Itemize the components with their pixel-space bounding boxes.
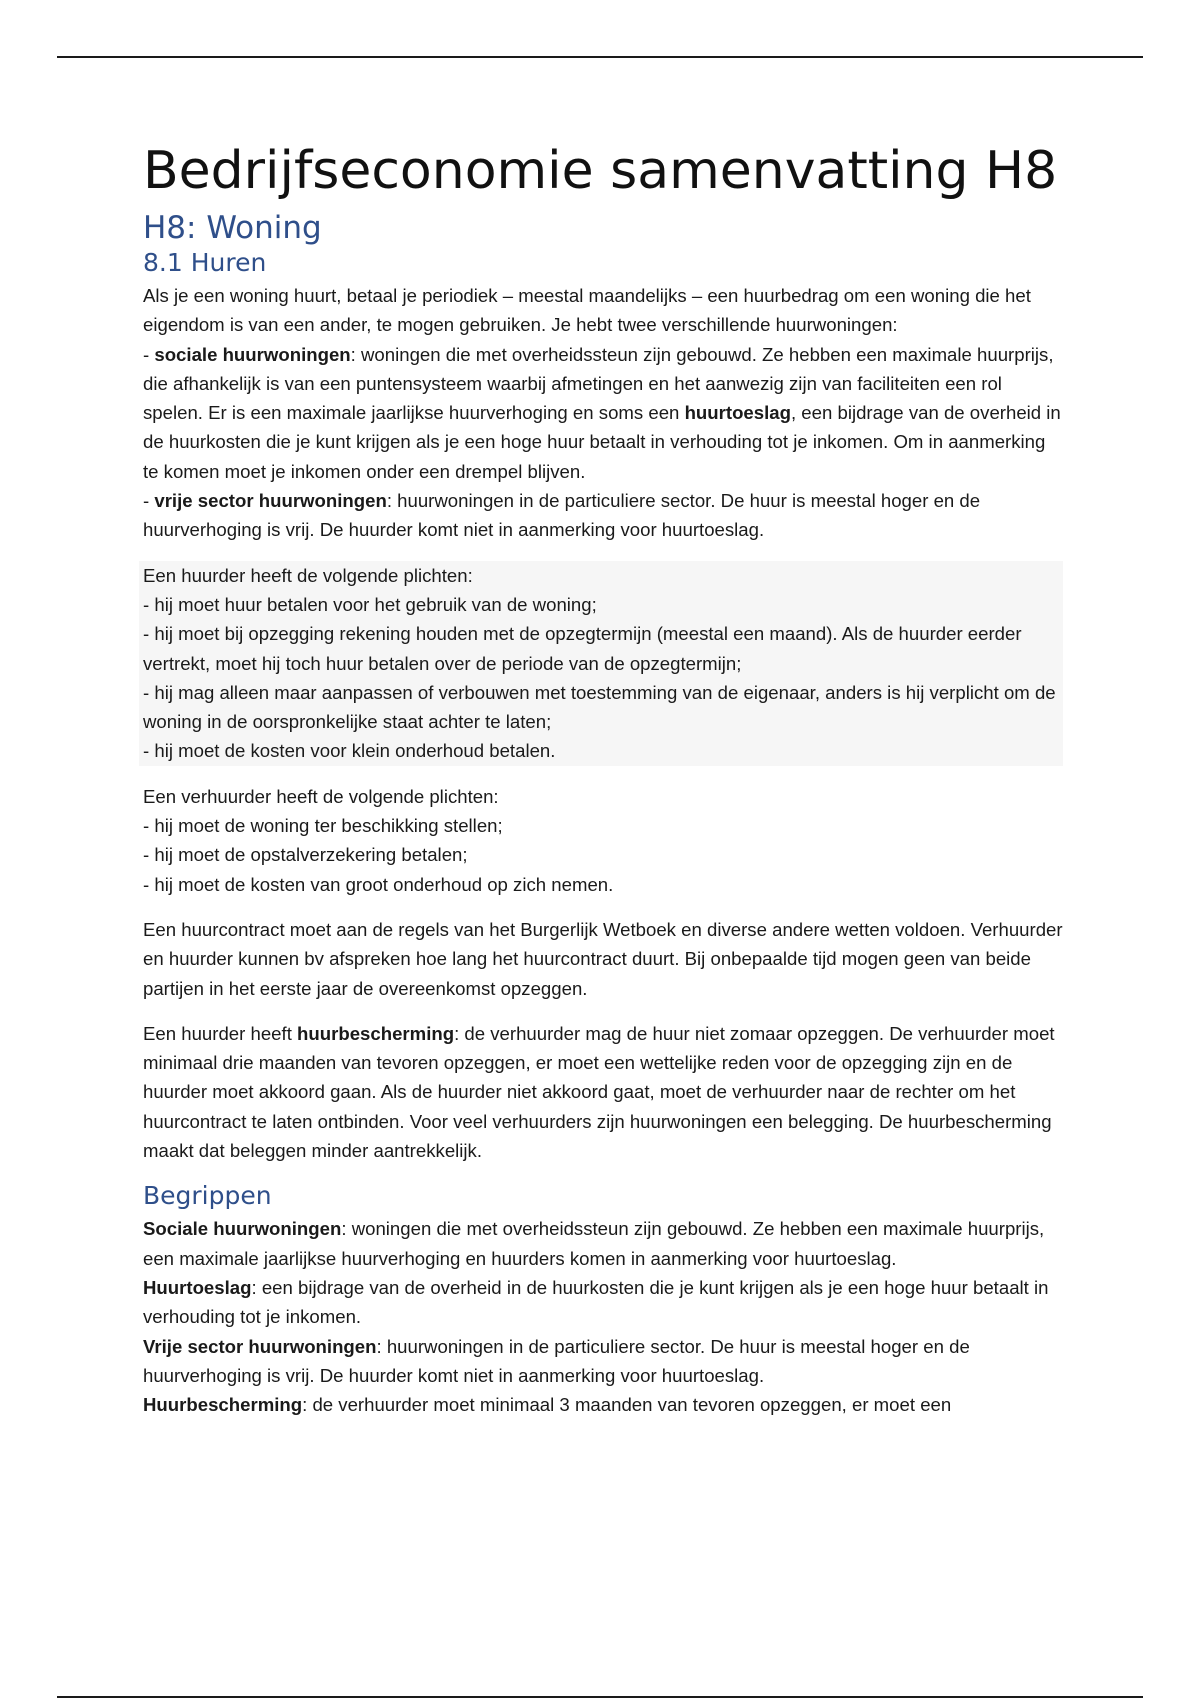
list-item: - hij moet de woning ter beschikking stellen; <box>143 815 503 837</box>
chapter-heading: H8: Woning <box>143 210 322 246</box>
begrip-term: Sociale huurwoningen <box>143 1218 342 1240</box>
huurder-plichten-intro: Een huurder heeft de volgende plichten: <box>143 564 473 586</box>
huurbescherming-paragraph <box>143 1019 1063 1165</box>
term-sociale-huurwoningen: sociale huurwoningen <box>154 343 351 365</box>
verhuurder-plichten-intro: Een verhuurder heeft de volgende plichten: <box>143 785 499 807</box>
sociale-huurwoningen-item <box>143 340 1063 486</box>
sociale-text-a: : woningen die met overheidssteun zijn gebouwd. Ze hebben een maximale huurprijs, die afhankelijk is van een puntensysteem waarbij afmetingen en het aanwezig zijn van faciliteiten een rol spelen. Er is een maximale jaarlijkse huurverhoging en soms een <box>143 343 1054 424</box>
begrip-item <box>143 1273 1063 1332</box>
top-rule <box>57 56 1143 58</box>
vrije-sector-item <box>143 486 1063 545</box>
list-item: - hij moet huur betalen voor het gebruik van de woning; <box>143 593 597 615</box>
sociale-text-b: , een bijdrage van de overheid in de huurkosten die je kunt krijgen als je een hoge huur betaalt in verhouding tot je inkomen. Om in aanmerking te komen moet je inkomen onder een drempel blijven. <box>143 402 1061 482</box>
document-title: Bedrijfseconomie samenvatting H8 <box>143 141 1058 201</box>
begrippen-heading: Begrippen <box>143 1181 272 1211</box>
begrip-term: Huurbescherming <box>143 1394 303 1416</box>
list-item: - hij moet bij opzegging rekening houden met de opzegtermijn (meestal een maand). Als de huurder eerder vertrekt, moet hij toch huur betalen over de periode van de opzegtermijn; <box>143 623 1022 674</box>
document-page <box>143 140 1063 1419</box>
list-item: - hij mag alleen maar aanpassen of verbouwen met toestemming van de eigenaar, anders is hij verplicht om de woning in de oorspronkelijke staat achter te laten; <box>143 681 1056 733</box>
vrije-sector-text: : huurwoningen in de particuliere sector. De huur is meestal hoger en de huurverhoging is vrij. De huurder komt niet in aanmerking voor huurtoeslag. <box>143 490 981 541</box>
section-heading: 8.1 Huren <box>143 248 267 277</box>
document-body <box>143 281 1063 1165</box>
term-huurtoeslag: huurtoeslag <box>684 402 791 424</box>
begrip-text: : woningen die met overheidssteun zijn gebouwd. Ze hebben een maximale huurprijs, een maximale jaarlijkse huurverhoging en huurders komen in aanmerking voor huurtoeslag. <box>143 1218 1045 1269</box>
list-dash: - <box>143 490 155 512</box>
begrip-text: : huurwoningen in de particuliere sector. De huur is meestal hoger en de huurverhoging is vrij. De huurder komt niet in aanmerking voor huurtoeslag. <box>143 1335 970 1386</box>
begrip-item <box>143 1390 1063 1419</box>
intro-line: Als je een woning huurt, betaal je periodiek – meestal maandelijks – een huurbedrag om een woning die het eigendom is van een ander, te mogen gebruiken. Je hebt twee verschillende huurwoningen: <box>143 285 1031 336</box>
begrippen-list <box>143 1214 1063 1419</box>
term-huurbescherming: huurbescherming <box>297 1022 455 1044</box>
list-item: - hij moet de opstalverzekering betalen; <box>143 844 468 866</box>
list-item: - hij moet de kosten voor klein onderhoud betalen. <box>143 740 556 762</box>
bottom-rule <box>57 1696 1143 1698</box>
begrip-text: : de verhuurder moet minimaal 3 maanden van tevoren opzeggen, er moet een <box>302 1394 952 1416</box>
verhuurder-plichten <box>143 782 1063 899</box>
begrip-text: : een bijdrage van de overheid in de huurkosten die je kunt krijgen als je een hoge huur betaalt in verhouding tot je inkomen. <box>143 1276 1049 1328</box>
begrip-term: Vrije sector huurwoningen <box>143 1335 377 1357</box>
huurcontract-paragraph: Een huurcontract moet aan de regels van het Burgerlijk Wetboek en diverse andere wetten voldoen. Verhuurder en huurder kunnen bv afspreken hoe lang het huurcontract duurt. Bij onbepaalde tijd mogen geen van beide partijen in het eerste jaar de overeenkomst opzeggen. <box>143 918 1063 999</box>
begrip-item <box>143 1332 1063 1391</box>
list-dash: - <box>143 343 155 365</box>
huurbescherming-prefix: Een huurder heeft <box>143 1022 298 1044</box>
term-vrije-sector: vrije sector huurwoningen <box>154 490 387 512</box>
begrip-term: Huurtoeslag <box>143 1276 252 1298</box>
huurbescherming-text: : de verhuurder mag de huur niet zomaar opzeggen. De verhuurder moet minimaal drie maanden van tevoren opzeggen, er moet een wettelijke reden voor de opzegging zijn en de huurder moet akkoord gaan. Als de huurder niet akkoord gaat, moet de verhuurder naar de rechter om het huurcontract te laten ontbinden. Voor veel verhuurders zijn huurwoningen een belegging. De huurbescherming maakt dat beleggen minder aantrekkelijk. <box>143 1022 1055 1162</box>
list-item: - hij moet de kosten van groot onderhoud op zich nemen. <box>143 873 614 895</box>
begrip-item <box>143 1214 1063 1273</box>
huurder-plichten <box>139 561 1063 766</box>
intro-paragraph <box>143 281 1063 545</box>
